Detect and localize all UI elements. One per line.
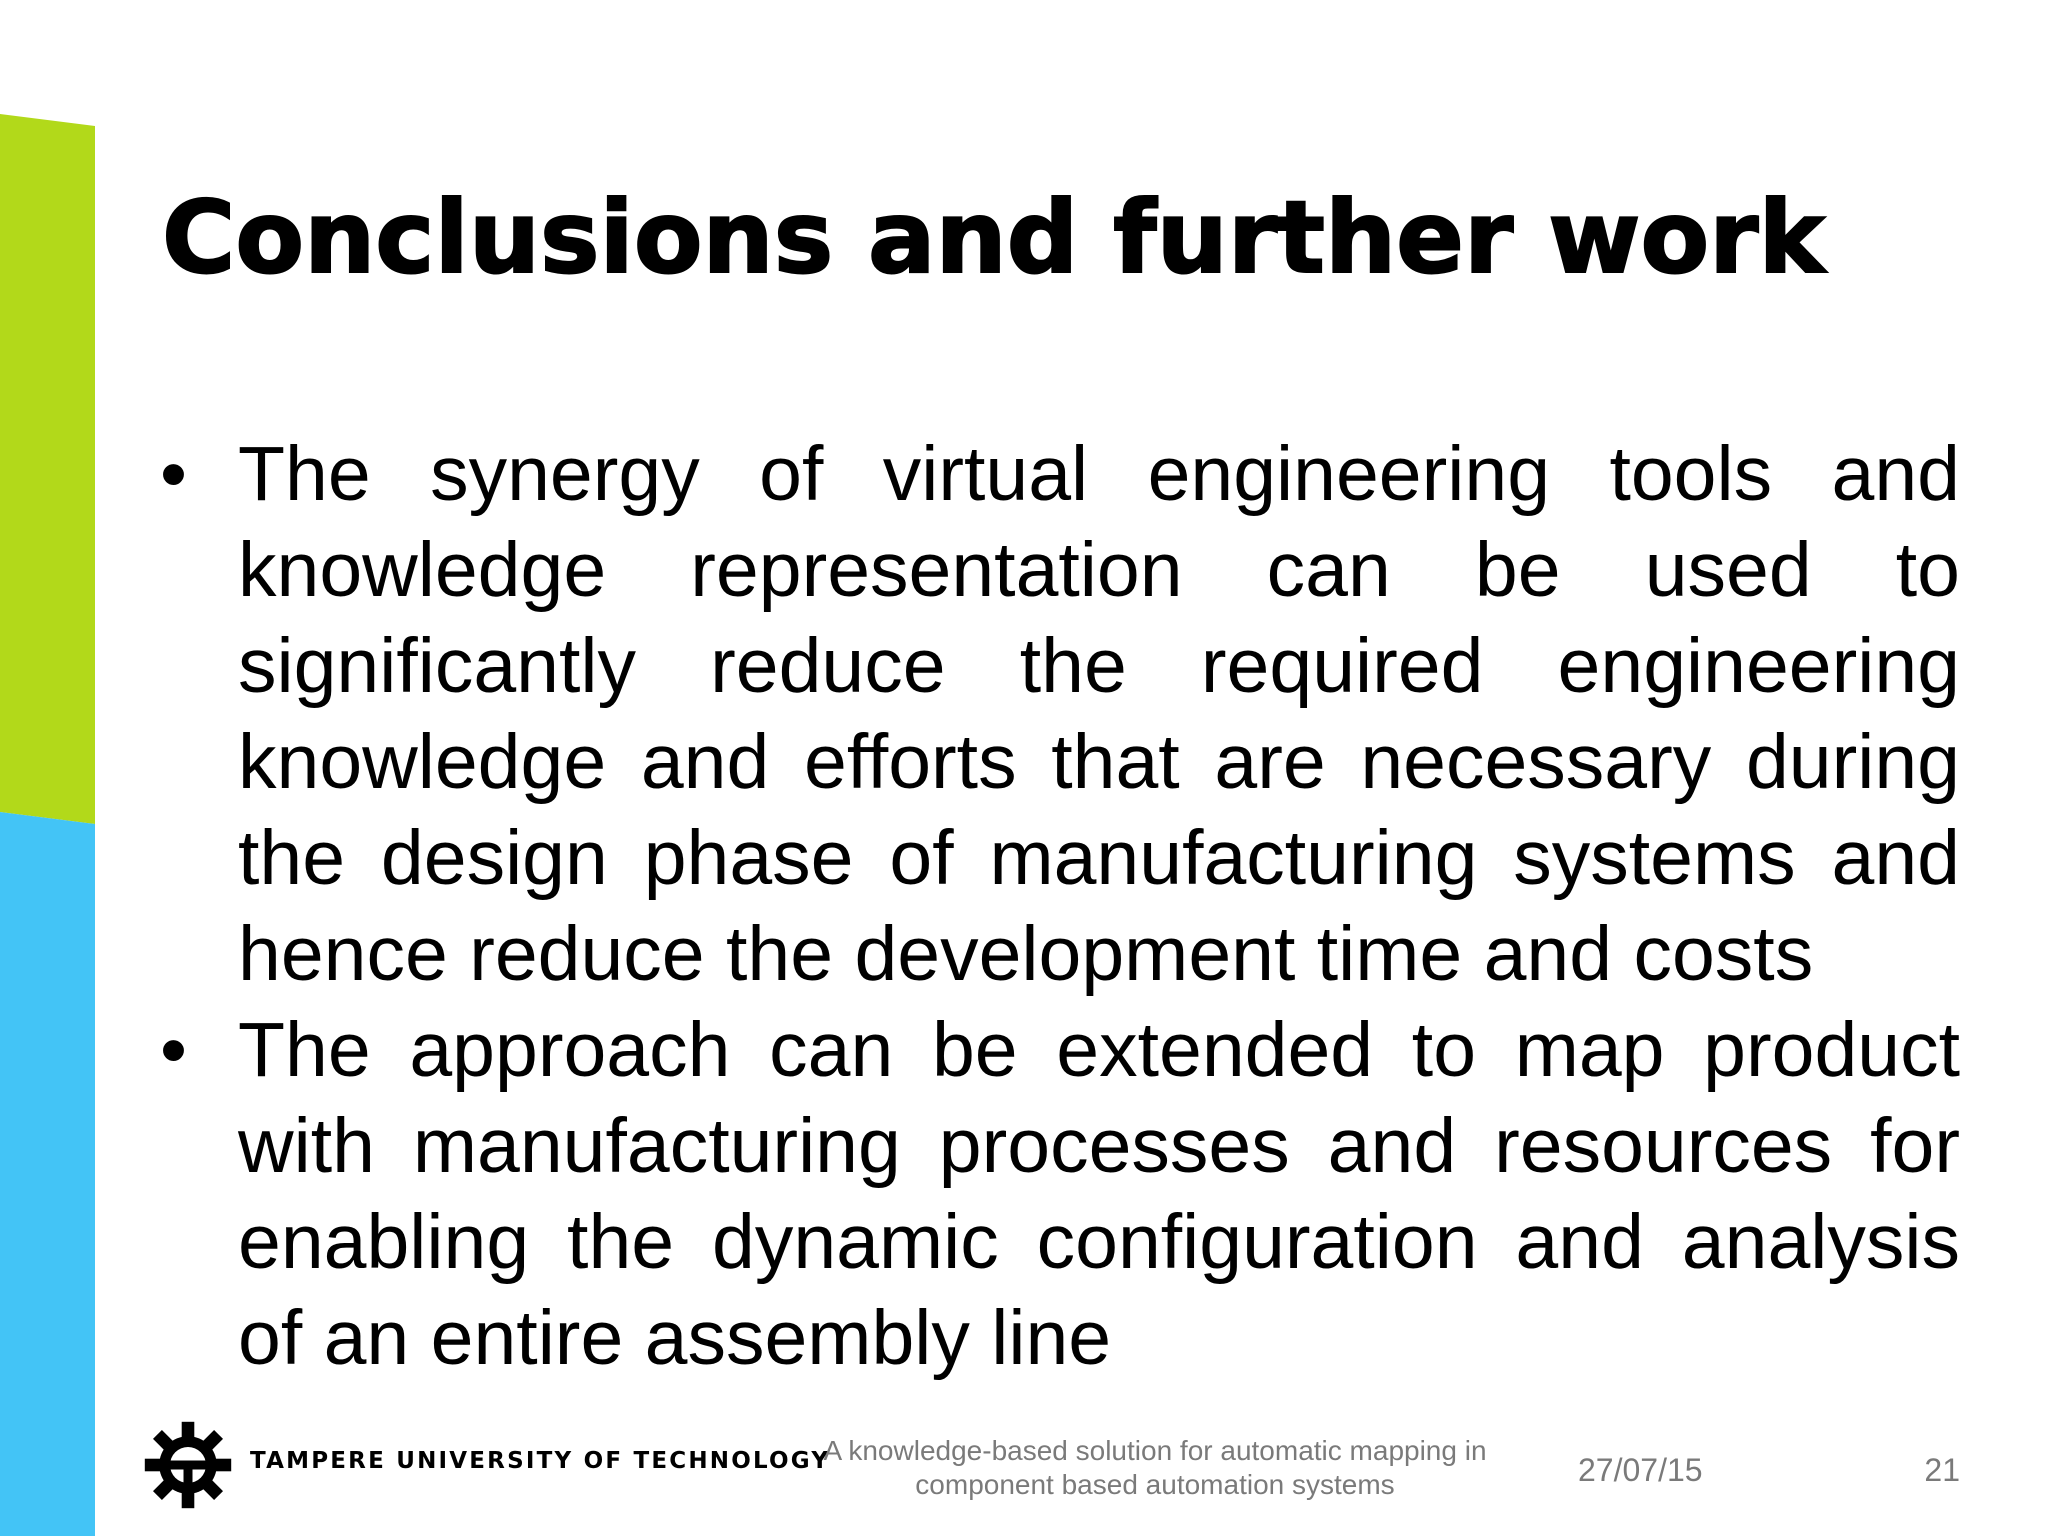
- slide-footer: [0, 1410, 2048, 1536]
- slide-date: 27/07/15: [1578, 1452, 1703, 1488]
- bullet-item: [160, 426, 1960, 1002]
- bullet-list: [160, 426, 1960, 1386]
- bullet-marker: •: [160, 431, 187, 517]
- slide-title: Conclusions and further work: [162, 179, 1825, 296]
- university-name: TAMPERE UNIVERSITY OF TECHNOLOGY: [250, 1448, 831, 1474]
- side-color-bar: [0, 0, 95, 1536]
- bullet-marker: •: [160, 1007, 187, 1093]
- gear-logo-icon: [143, 1420, 233, 1510]
- page-number: 21: [1924, 1452, 1960, 1488]
- bullet-text: The approach can be extended to map product with manufacturing processes and resources for enabling the dynamic configuration and analysis of an entire assembly line: [238, 1007, 1960, 1381]
- bullet-item: [160, 1002, 1960, 1386]
- presentation-title: A knowledge-based solution for automatic mapping in component based automation systems: [823, 1435, 1487, 1500]
- side-bar-green: [0, 114, 95, 824]
- bullet-text: The synergy of virtual engineering tools and knowledge representation can be used to significantly reduce the required engineering knowledge and efforts that are necessary during the design phase of manufacturing systems and hence reduce the development time and costs: [238, 431, 1960, 997]
